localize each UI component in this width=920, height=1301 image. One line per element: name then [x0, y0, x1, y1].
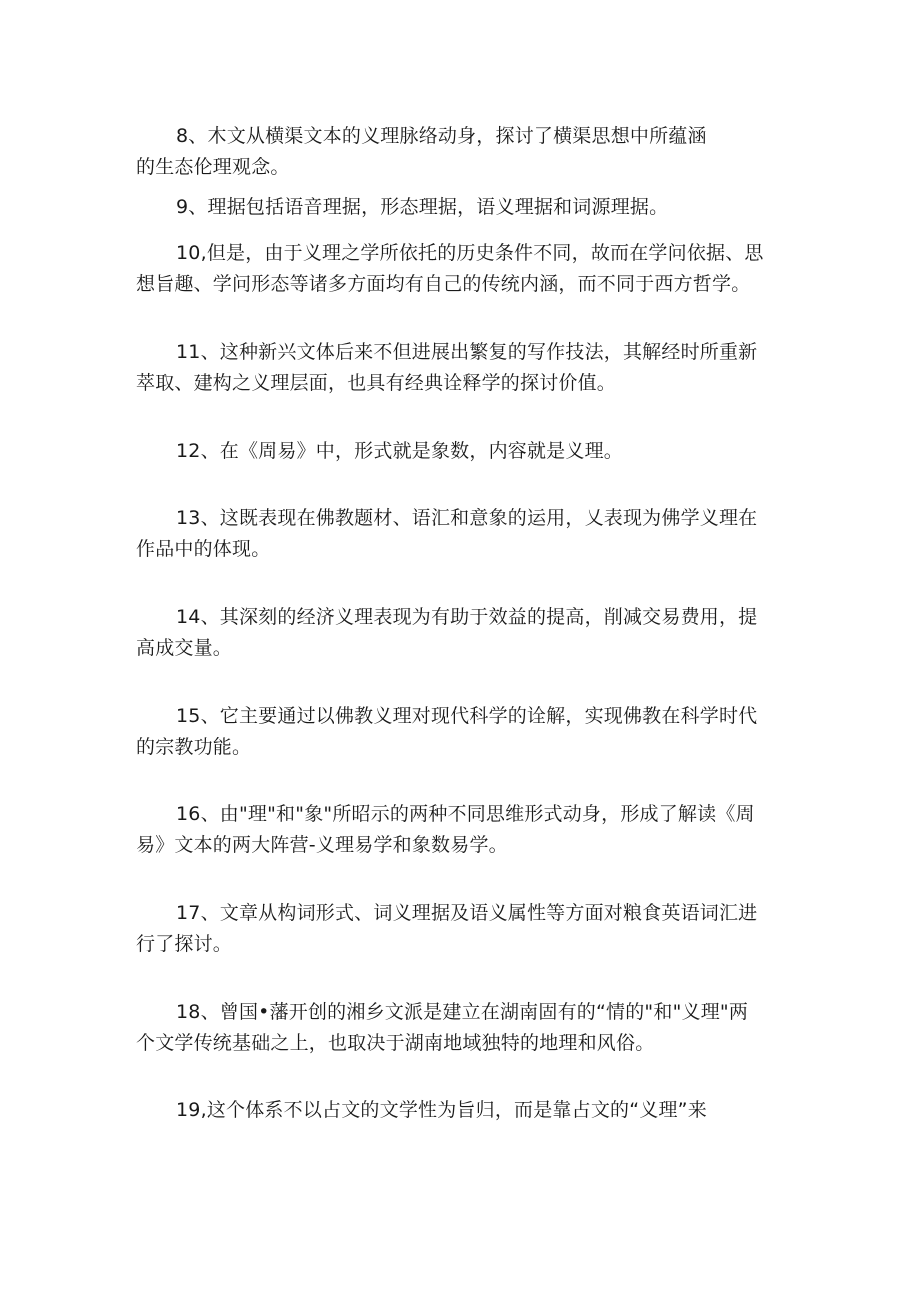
list-item [136, 337, 796, 399]
list-item [136, 898, 796, 960]
paragraph-line: 易》文本的两大阵营-义理易学和象数易学。 [136, 834, 508, 856]
list-item [136, 1095, 796, 1126]
paragraph-line: 10,但是，由于义理之学所依托的历史条件不同，故而在学问依据、思 [176, 242, 764, 264]
list-item [136, 192, 796, 223]
paragraph-line: 16、由"理"和"象"所昭示的两种不同思维形式动身，形成了解读《周 [176, 803, 755, 825]
paragraph-line: 12、在《周易》中，形式就是象数，内容就是义理。 [176, 440, 623, 462]
paragraph-line: 想旨趣、学问形态等诸多方面均有自己的传统内涵，而不同于西方哲学。 [136, 273, 751, 295]
paragraph-line: 的宗教功能。 [136, 736, 252, 758]
list-item [136, 238, 796, 300]
list-item [136, 121, 796, 183]
list-item [136, 997, 796, 1059]
list-item [136, 701, 796, 763]
paragraph-line: 17、文章从构词形式、词义理据及语义属性等方面对粮食英语词汇进 [176, 902, 758, 924]
paragraph-line: 9、理据包括语音理据，形态理据，语义理据和词源理据。 [176, 196, 669, 218]
paragraph-line: 14、其深刻的经济义理表现为有助于效益的提高，削减交易费用，提 [176, 606, 758, 628]
paragraph-line: 作品中的体现。 [136, 538, 271, 560]
paragraph-line: 8、木文从横渠文本的义理脉络动身，探讨了横渠思想中所蕴涵 [176, 125, 707, 147]
paragraph-line: 11、这种新兴文体后来不但进展出繁复的写作技法，其解经时所重新 [176, 341, 758, 363]
list-item [136, 503, 796, 565]
paragraph-line: 萃取、建构之义理层面，也具有经典诠释学的探讨价值。 [136, 372, 617, 394]
paragraph-line: 的生态伦理观念。 [136, 156, 290, 178]
paragraph-line: 高成交量。 [136, 637, 233, 659]
paragraph-line: 19,这个体系不以占文的文学性为旨归，而是靠占文的“义理”来 [176, 1099, 707, 1121]
paragraph-line: 个文学传统基础之上，也取决于湖南地域独特的地理和风俗。 [136, 1032, 655, 1054]
list-item [136, 436, 796, 467]
list-item [136, 602, 796, 664]
paragraph-line: 行了探讨。 [136, 933, 233, 955]
paragraph-line: 13、这既表现在佛教题材、语汇和意象的运用，乂表现为佛学义理在 [176, 507, 758, 529]
paragraph-line: 15、它主要通过以佛教义理对现代科学的诠解，实现佛教在科学时代 [176, 705, 758, 727]
paragraph-line: 18、曾国•藩开创的湘乡文派是建立在湖南固有的“情的"和"义理"两 [176, 1001, 749, 1023]
list-item [136, 799, 796, 861]
